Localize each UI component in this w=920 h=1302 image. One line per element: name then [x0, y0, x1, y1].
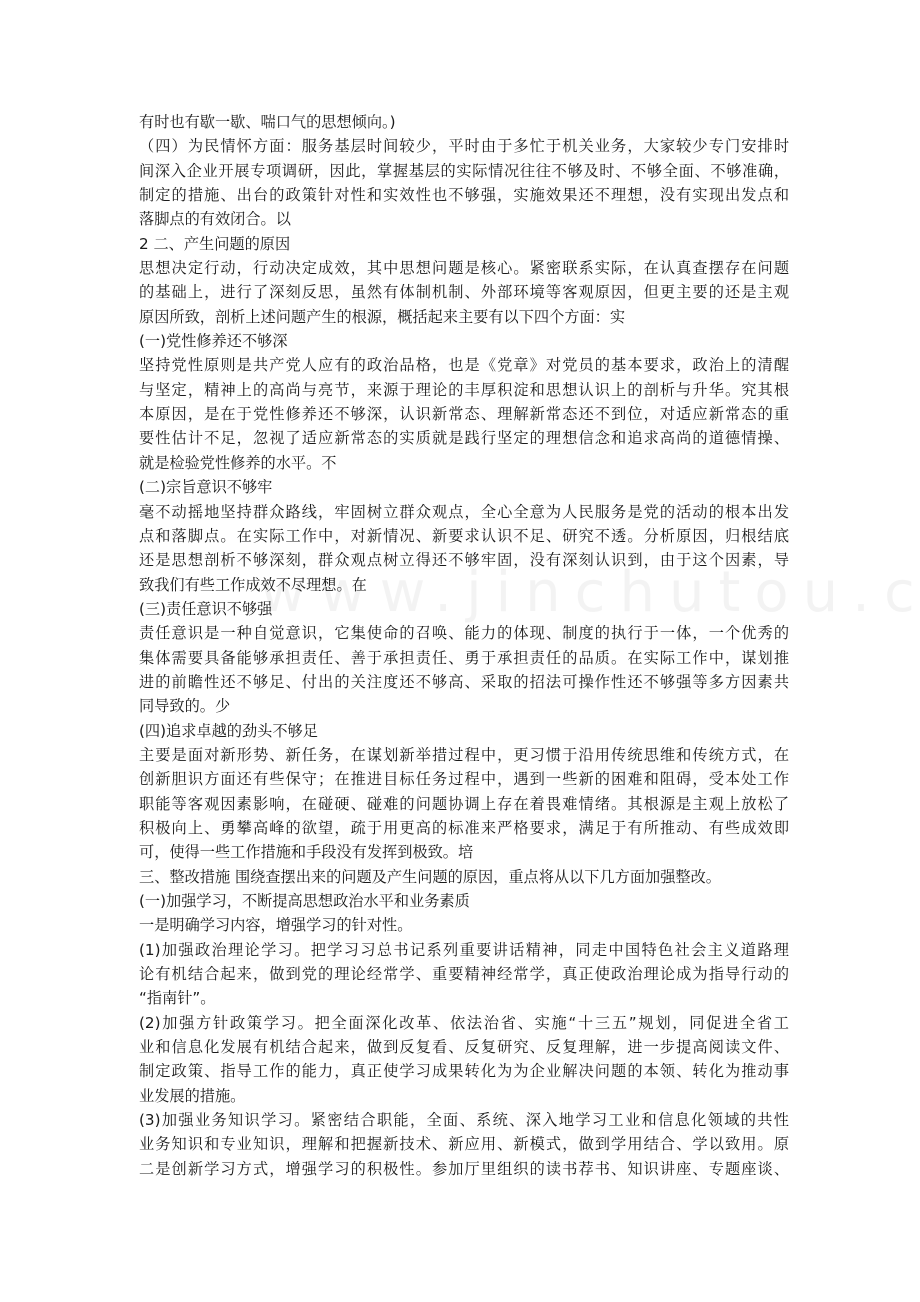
section-heading: 2 二、产生问题的原因 — [139, 234, 291, 253]
text-line: 集体需要具备能够承担责任、善于承担责任、勇于承担责任的品质。在实际工作中，谋划推 — [139, 648, 789, 667]
text-line: 同导致的。少 — [139, 697, 231, 716]
text-line: 与坚定，精神上的高尚与亮节，来源于理论的丰厚积淀和思想认识上的剖析与升华。究其根 — [139, 380, 789, 399]
subsection-heading: (二)宗旨意识不够牢 — [139, 478, 273, 497]
text-line: 还是思想剖析不够深刻，群众观点树立得还不够牢固，没有深刻认识到，由于这个因素，导 — [139, 551, 789, 570]
text-line: 业发展的措施。 — [139, 1086, 246, 1105]
text-line: (2)加强方针政策学习。把全面深化改革、依法治省、实施“十三五”规划，同促进全省工 — [139, 1013, 789, 1032]
text-line: 制定政策、指导工作的能力，真正使学习成果转化为为企业解决问题的本领、转化为推动事 — [139, 1062, 789, 1081]
text-line: 坚持党性原则是共产党人应有的政治品格，也是《党章》对党员的基本要求，政治上的清醒 — [139, 356, 789, 375]
text-line: 制定的措施、出台的政策针对性和实效性也不够强，实施效果还不理想，没有实现出发点和 — [139, 186, 789, 205]
text-line: 点和落脚点。在实际工作中，对新情况、新要求认识不足、研究不透。分析原因，归根结底 — [139, 526, 789, 545]
text-line: 落脚点的有效闭合。以 — [139, 210, 291, 229]
text-line: “指南针”。 — [139, 989, 216, 1008]
text-line: 本原因，是在于党性修养还不够深，认识新常态、理解新常态还不到位，对适应新常态的重 — [139, 405, 789, 424]
text-line: 思想决定行动，行动决定成效，其中思想问题是核心。紧密联系实际，在认真查摆存在问题 — [139, 259, 789, 278]
text-line: 论有机结合起来，做到党的理论经常学、重要精神经常学，真正使政治理论成为指导行动的 — [139, 965, 789, 984]
text-line: 责任意识是一种自觉意识，它集使命的召唤、能力的体现、制度的执行于一体，一个优秀的 — [139, 624, 789, 643]
text-line: （四）为民情怀方面：服务基层时间较少，平时由于多忙于机关业务，大家较少专门安排时 — [139, 137, 789, 156]
subsection-heading: (一)加强学习，不断提高思想政治水平和业务素质 — [139, 892, 470, 910]
subsection-heading: (一)党性修养还不够深 — [139, 332, 288, 351]
text-line: 有时也有歇一歇、喘口气的思想倾向。) — [139, 113, 396, 131]
text-line: 要性估计不足，忽视了适应新常态的实质就是践行坚定的理想信念和追求高尚的道德情操、 — [139, 429, 789, 448]
text-line: 的基础上，进行了深刻反思，虽然有体制机制、外部环境等客观原因，但更主要的还是主观 — [139, 283, 789, 302]
text-line: 积极向上、勇攀高峰的欲望，疏于用更高的标准来严格要求，满足于有所推动、有些成效即 — [139, 818, 789, 837]
text-line: 二是创新学习方式，增强学习的积极性。参加厅里组织的读书荐书、知识讲座、专题座谈、 — [139, 1159, 789, 1178]
text-line: (1)加强政治理论学习。把学习习总书记系列重要讲话精神，同走中国特色社会主义道路理 — [139, 940, 789, 959]
document-body — [139, 110, 789, 1181]
text-line: 原因所致，剖析上述问题产生的根源，概括起来主要有以下四个方面：实 — [139, 307, 625, 326]
text-line: 业务知识和专业知识，理解和把握新技术、新应用、新模式，做到学用结合、学以致用。原 — [139, 1135, 789, 1154]
text-line: 职能等客观因素影响，在碰硬、碰难的问题协调上存在着畏难情绪。其根源是主观上放松了 — [139, 794, 789, 813]
subsection-heading: (三)责任意识不够强 — [139, 599, 273, 618]
text-line: 致我们有些工作成效不尽理想。在 — [139, 575, 367, 594]
text-line: 可，使得一些工作措施和手段没有发挥到极致。培 — [139, 843, 474, 862]
text-line: 主要是面对新形势、新任务，在谋划新举措过程中，更习惯于沿用传统思维和传统方式，在 — [139, 745, 789, 764]
text-line: (3)加强业务知识学习。紧密结合职能，全面、系统、深入地学习工业和信息化领域的共性 — [139, 1111, 789, 1130]
text-line: 间深入企业开展专项调研，因此，掌握基层的实际情况往往不够及时、不够全面、不够准确， — [139, 161, 789, 180]
text-line: 进的前瞻性还不够足、付出的关注度还不够高、采取的招法可操作性还不够强等多方因素共 — [139, 672, 789, 691]
text-line: 一是明确学习内容，增强学习的针对性。 — [139, 916, 413, 935]
text-line: 创新胆识方面还有些保守；在推进目标任务过程中，遇到一些新的困难和阻碍，受本处工作 — [139, 770, 789, 789]
text-line: 毫不动摇地坚持群众路线，牢固树立群众观点，全心全意为人民服务是党的活动的根本出发 — [139, 502, 789, 521]
text-line: 业和信息化发展有机结合起来，做到反复看、反复研究、反复理解，进一步提高阅读文件、 — [139, 1038, 789, 1057]
section-heading: 三、整改措施 围绕查摆出来的问题及产生问题的原因，重点将从以下几方面加强整改。 — [139, 867, 721, 886]
subsection-heading: (四)追求卓越的劲头不够足 — [139, 721, 318, 740]
text-line: 就是检验党性修养的水平。不 — [139, 453, 337, 472]
